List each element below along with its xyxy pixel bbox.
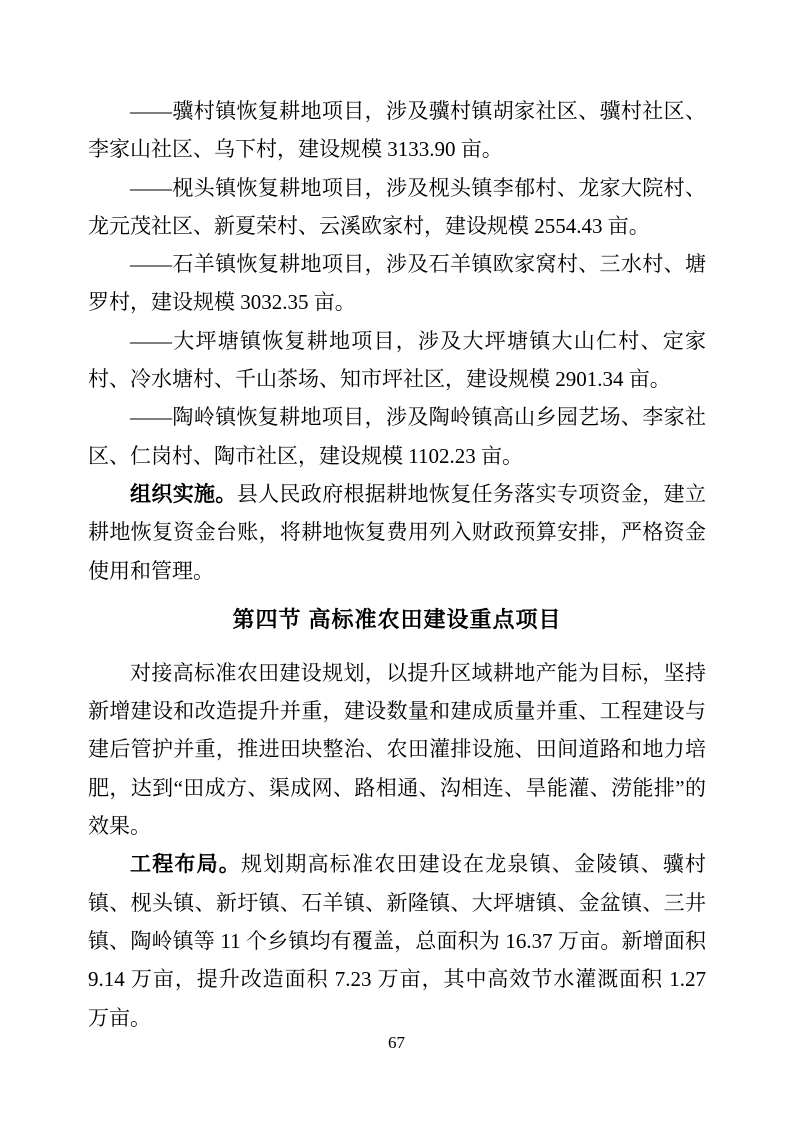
paragraph <box>88 654 706 845</box>
paragraph-text: ——大坪塘镇恢复耕地项目，涉及大坪塘镇大山仁村、定家村、冷水塘村、千山茶场、知市坪社区，建设规模 2901.34 亩。 <box>88 328 706 392</box>
paragraph-text: ——骥村镇恢复耕地项目，涉及骥村镇胡家社区、骥村社区、李家山社区、乌下村，建设规模 3133.90 亩。 <box>88 99 706 162</box>
paragraph-text: 规划期高标准农田建设在龙泉镇、金陵镇、骥村镇、枧头镇、新圩镇、石羊镇、新隆镇、大坪塘镇、金盆镇、三井镇、陶岭镇等 11 个乡镇均有覆盖，总面积为 16.37 万亩。新增面积 9.14 万亩，提升改造面积 7.23 万亩，其中高效节水灌溉面积 1.27 万亩。 <box>88 852 706 1030</box>
page-number: 67 <box>388 1033 405 1052</box>
paragraph <box>88 245 706 322</box>
paragraph-text: 县人民政府根据耕地恢复任务落实专项资金，建立耕地恢复资金台账，将耕地恢复费用列入财政预算安排，严格资金使用和管理。 <box>88 481 707 583</box>
document-body <box>88 92 706 1037</box>
paragraph <box>88 845 706 1036</box>
page-footer <box>0 1033 793 1053</box>
paragraph-text: ——陶岭镇恢复耕地项目，涉及陶岭镇高山乡园艺场、李家社区、仁岗村、陶市社区，建设规模 1102.23 亩。 <box>88 405 706 468</box>
paragraph-text: ——枧头镇恢复耕地项目，涉及枧头镇李郁村、龙家大院村、龙元茂社区、新夏荣村、云溪欧家村，建设规模 2554.43 亩。 <box>88 175 706 238</box>
paragraph-lead-label: 组织实施。 <box>130 481 237 506</box>
paragraph-lead-label: 工程布局。 <box>130 852 241 877</box>
paragraph <box>88 398 706 475</box>
paragraph <box>88 169 706 246</box>
paragraph-text: ——石羊镇恢复耕地项目，涉及石羊镇欧家窝村、三水村、塘罗村，建设规模 3032.35 亩。 <box>88 252 706 315</box>
paragraph <box>88 322 706 399</box>
section-heading: 第四节 高标准农田建设重点项目 <box>232 606 562 632</box>
paragraph <box>88 475 706 590</box>
paragraph <box>88 92 706 169</box>
paragraph-text: 对接高标准农田建设规划，以提升区域耕地产能为目标，坚持新增建设和改造提升并重，建设数量和建成质量并重、工程建设与建后管护并重，推进田块整治、农田灌排设施、田间道路和地力培肥，达到“田成方、渠成网、路相通、沟相连、旱能灌、涝能排”的效果。 <box>88 660 706 839</box>
